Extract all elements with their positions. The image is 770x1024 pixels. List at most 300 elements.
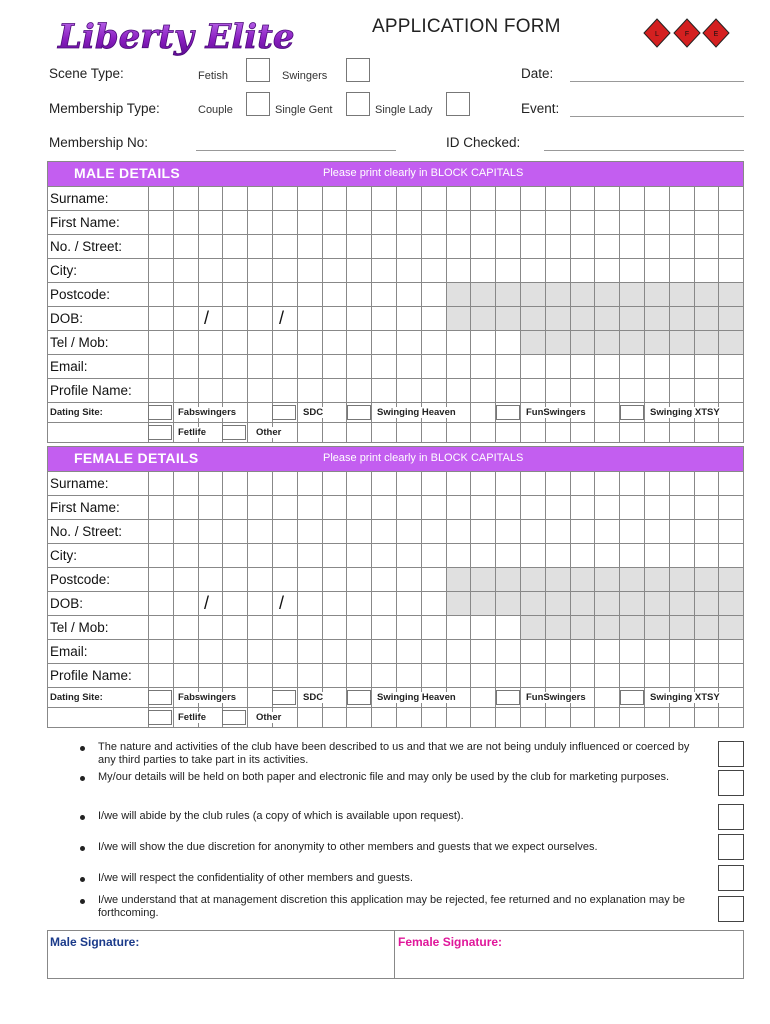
character-cell[interactable]	[570, 355, 595, 378]
character-cell[interactable]	[470, 544, 495, 567]
character-cell[interactable]	[718, 355, 743, 378]
character-cell[interactable]	[594, 283, 619, 306]
character-cell[interactable]	[644, 640, 669, 663]
character-cell[interactable]	[322, 640, 347, 663]
character-cell[interactable]	[718, 544, 743, 567]
character-cell[interactable]	[173, 379, 198, 402]
character-cell[interactable]	[148, 235, 173, 258]
character-cell[interactable]	[148, 544, 173, 567]
character-cell[interactable]	[173, 520, 198, 543]
character-cell[interactable]	[570, 592, 595, 615]
character-cell[interactable]	[594, 664, 619, 687]
character-cell[interactable]	[545, 307, 570, 330]
character-cell[interactable]	[297, 235, 322, 258]
character-cell[interactable]	[644, 544, 669, 567]
character-cell[interactable]	[346, 259, 371, 282]
character-cell[interactable]	[247, 259, 272, 282]
character-cell[interactable]	[718, 592, 743, 615]
character-cell[interactable]	[545, 259, 570, 282]
character-cell[interactable]	[322, 520, 347, 543]
character-cell[interactable]	[297, 283, 322, 306]
character-cell[interactable]	[421, 283, 446, 306]
character-cell[interactable]	[594, 544, 619, 567]
character-cell[interactable]	[446, 283, 471, 306]
character-cell[interactable]	[346, 283, 371, 306]
character-cell[interactable]	[371, 544, 396, 567]
character-cell[interactable]	[272, 211, 297, 234]
character-cell[interactable]	[669, 640, 694, 663]
character-cell[interactable]	[272, 640, 297, 663]
character-cell[interactable]	[371, 472, 396, 495]
character-cell[interactable]	[297, 379, 322, 402]
character-cell[interactable]	[346, 592, 371, 615]
character-cell[interactable]	[545, 211, 570, 234]
character-cell[interactable]	[718, 640, 743, 663]
dating-site-checkbox[interactable]	[148, 405, 172, 420]
character-cell[interactable]	[297, 472, 322, 495]
character-cell[interactable]	[247, 355, 272, 378]
character-cell[interactable]	[247, 379, 272, 402]
character-cell[interactable]	[222, 640, 247, 663]
character-cell[interactable]	[718, 307, 743, 330]
character-cell[interactable]	[322, 664, 347, 687]
character-cell[interactable]	[495, 187, 520, 210]
character-cell[interactable]	[322, 331, 347, 354]
character-cell[interactable]	[173, 259, 198, 282]
character-cell[interactable]	[694, 211, 719, 234]
character-cell[interactable]	[173, 592, 198, 615]
character-cell[interactable]	[446, 355, 471, 378]
character-cell[interactable]	[594, 307, 619, 330]
character-cell[interactable]	[644, 307, 669, 330]
character-cell[interactable]	[446, 664, 471, 687]
character-cell[interactable]	[520, 496, 545, 519]
character-cell[interactable]	[173, 187, 198, 210]
character-cell[interactable]	[272, 187, 297, 210]
character-cell[interactable]	[520, 355, 545, 378]
character-cell[interactable]	[470, 211, 495, 234]
character-cell[interactable]	[371, 496, 396, 519]
character-cell[interactable]	[148, 568, 173, 591]
character-cell[interactable]	[222, 520, 247, 543]
character-cell[interactable]	[495, 307, 520, 330]
character-cell[interactable]	[718, 211, 743, 234]
character-cell[interactable]	[148, 592, 173, 615]
character-cell[interactable]	[272, 544, 297, 567]
character-cell[interactable]	[198, 283, 223, 306]
character-cell[interactable]	[520, 211, 545, 234]
character-cell[interactable]	[173, 496, 198, 519]
dating-site-checkbox[interactable]	[148, 425, 172, 440]
date-field[interactable]	[570, 81, 744, 82]
character-cell[interactable]	[694, 664, 719, 687]
character-cell[interactable]	[346, 379, 371, 402]
character-cell[interactable]	[421, 496, 446, 519]
character-cell[interactable]	[396, 235, 421, 258]
character-cell[interactable]	[669, 520, 694, 543]
character-cell[interactable]	[247, 307, 272, 330]
character-cell[interactable]	[520, 520, 545, 543]
character-cell[interactable]	[222, 664, 247, 687]
dating-site-checkbox[interactable]	[620, 405, 644, 420]
character-cell[interactable]	[644, 187, 669, 210]
character-cell[interactable]	[470, 472, 495, 495]
character-cell[interactable]	[247, 235, 272, 258]
character-cell[interactable]	[594, 592, 619, 615]
character-cell[interactable]	[297, 331, 322, 354]
character-cell[interactable]	[446, 187, 471, 210]
character-cell[interactable]	[297, 187, 322, 210]
character-cell[interactable]	[446, 379, 471, 402]
character-cell[interactable]	[495, 259, 520, 282]
character-cell[interactable]	[644, 520, 669, 543]
character-cell[interactable]	[470, 568, 495, 591]
character-cell[interactable]	[371, 592, 396, 615]
character-cell[interactable]	[495, 331, 520, 354]
character-cell[interactable]	[545, 496, 570, 519]
character-cell[interactable]	[247, 472, 272, 495]
character-cell[interactable]	[297, 664, 322, 687]
character-cell[interactable]	[495, 544, 520, 567]
character-cell[interactable]	[619, 259, 644, 282]
character-cell[interactable]	[594, 235, 619, 258]
character-cell[interactable]	[470, 592, 495, 615]
character-cell[interactable]	[421, 544, 446, 567]
character-cell[interactable]	[694, 379, 719, 402]
character-cell[interactable]	[669, 235, 694, 258]
character-cell[interactable]	[396, 211, 421, 234]
character-cell[interactable]	[446, 331, 471, 354]
character-cell[interactable]	[396, 472, 421, 495]
character-cell[interactable]	[396, 616, 421, 639]
character-cell[interactable]	[545, 331, 570, 354]
character-cell[interactable]	[222, 211, 247, 234]
character-cell[interactable]	[669, 211, 694, 234]
term-agree-checkbox[interactable]	[718, 896, 744, 922]
character-cell[interactable]	[346, 664, 371, 687]
character-cell[interactable]	[297, 592, 322, 615]
character-cell[interactable]	[247, 616, 272, 639]
character-cell[interactable]	[272, 496, 297, 519]
character-cell[interactable]	[371, 283, 396, 306]
dating-site-checkbox[interactable]	[272, 690, 296, 705]
character-cell[interactable]	[198, 472, 223, 495]
character-cell[interactable]	[495, 283, 520, 306]
character-cell[interactable]	[173, 568, 198, 591]
character-cell[interactable]	[644, 331, 669, 354]
character-cell[interactable]	[669, 283, 694, 306]
character-cell[interactable]	[446, 568, 471, 591]
character-cell[interactable]	[619, 211, 644, 234]
character-cell[interactable]	[520, 187, 545, 210]
character-cell[interactable]	[297, 211, 322, 234]
character-cell[interactable]	[619, 379, 644, 402]
character-cell[interactable]	[694, 616, 719, 639]
character-cell[interactable]	[346, 544, 371, 567]
character-cell[interactable]	[297, 568, 322, 591]
character-cell[interactable]	[421, 592, 446, 615]
character-cell[interactable]	[198, 592, 223, 615]
dating-site-checkbox[interactable]	[496, 405, 520, 420]
character-cell[interactable]	[198, 568, 223, 591]
character-cell[interactable]	[594, 259, 619, 282]
character-cell[interactable]	[322, 472, 347, 495]
character-cell[interactable]	[619, 496, 644, 519]
character-cell[interactable]	[247, 331, 272, 354]
character-cell[interactable]	[619, 520, 644, 543]
character-cell[interactable]	[619, 592, 644, 615]
character-cell[interactable]	[346, 355, 371, 378]
character-cell[interactable]	[222, 307, 247, 330]
character-cell[interactable]	[421, 520, 446, 543]
character-cell[interactable]	[173, 307, 198, 330]
character-cell[interactable]	[198, 520, 223, 543]
character-cell[interactable]	[694, 472, 719, 495]
character-cell[interactable]	[669, 355, 694, 378]
character-cell[interactable]	[148, 355, 173, 378]
character-cell[interactable]	[297, 496, 322, 519]
character-cell[interactable]	[148, 520, 173, 543]
character-cell[interactable]	[297, 544, 322, 567]
character-cell[interactable]	[619, 331, 644, 354]
character-cell[interactable]	[570, 568, 595, 591]
term-agree-checkbox[interactable]	[718, 741, 744, 767]
character-cell[interactable]	[545, 235, 570, 258]
character-cell[interactable]	[545, 355, 570, 378]
character-cell[interactable]	[148, 331, 173, 354]
character-cell[interactable]	[247, 544, 272, 567]
character-cell[interactable]	[173, 664, 198, 687]
character-cell[interactable]	[198, 355, 223, 378]
character-cell[interactable]	[322, 592, 347, 615]
character-cell[interactable]	[644, 283, 669, 306]
character-cell[interactable]	[346, 472, 371, 495]
character-cell[interactable]	[222, 235, 247, 258]
character-cell[interactable]	[718, 568, 743, 591]
character-cell[interactable]	[694, 307, 719, 330]
character-cell[interactable]	[694, 640, 719, 663]
character-cell[interactable]	[669, 187, 694, 210]
character-cell[interactable]	[644, 496, 669, 519]
character-cell[interactable]	[173, 355, 198, 378]
membership-single-gent-checkbox[interactable]	[346, 92, 370, 116]
character-cell[interactable]	[594, 472, 619, 495]
character-cell[interactable]	[346, 211, 371, 234]
character-cell[interactable]	[619, 283, 644, 306]
character-cell[interactable]	[470, 520, 495, 543]
character-cell[interactable]	[396, 520, 421, 543]
character-cell[interactable]	[694, 331, 719, 354]
character-cell[interactable]	[371, 379, 396, 402]
character-cell[interactable]	[148, 664, 173, 687]
character-cell[interactable]	[644, 568, 669, 591]
character-cell[interactable]	[545, 520, 570, 543]
character-cell[interactable]	[346, 496, 371, 519]
character-cell[interactable]	[322, 544, 347, 567]
character-cell[interactable]	[570, 496, 595, 519]
character-cell[interactable]	[594, 331, 619, 354]
character-cell[interactable]	[718, 331, 743, 354]
character-cell[interactable]	[396, 355, 421, 378]
character-cell[interactable]	[495, 520, 520, 543]
character-cell[interactable]	[222, 568, 247, 591]
character-cell[interactable]	[545, 379, 570, 402]
character-cell[interactable]	[520, 283, 545, 306]
character-cell[interactable]	[222, 544, 247, 567]
character-cell[interactable]	[247, 664, 272, 687]
character-cell[interactable]	[222, 616, 247, 639]
character-cell[interactable]	[222, 283, 247, 306]
character-cell[interactable]	[594, 379, 619, 402]
character-cell[interactable]	[421, 235, 446, 258]
character-cell[interactable]	[495, 640, 520, 663]
character-cell[interactable]	[495, 379, 520, 402]
character-cell[interactable]	[570, 472, 595, 495]
character-cell[interactable]	[272, 592, 297, 615]
character-cell[interactable]	[446, 307, 471, 330]
character-cell[interactable]	[619, 616, 644, 639]
character-cell[interactable]	[570, 616, 595, 639]
character-cell[interactable]	[495, 472, 520, 495]
character-cell[interactable]	[520, 331, 545, 354]
dating-site-checkbox[interactable]	[148, 690, 172, 705]
character-cell[interactable]	[198, 235, 223, 258]
character-cell[interactable]	[222, 331, 247, 354]
character-cell[interactable]	[669, 616, 694, 639]
character-cell[interactable]	[495, 496, 520, 519]
character-cell[interactable]	[322, 496, 347, 519]
character-cell[interactable]	[396, 640, 421, 663]
character-cell[interactable]	[470, 640, 495, 663]
character-cell[interactable]	[396, 544, 421, 567]
character-cell[interactable]	[421, 331, 446, 354]
character-cell[interactable]	[619, 307, 644, 330]
character-cell[interactable]	[570, 187, 595, 210]
character-cell[interactable]	[594, 520, 619, 543]
character-cell[interactable]	[545, 472, 570, 495]
character-cell[interactable]	[148, 259, 173, 282]
id-checked-field[interactable]	[544, 150, 744, 151]
character-cell[interactable]	[669, 472, 694, 495]
character-cell[interactable]	[446, 235, 471, 258]
character-cell[interactable]	[371, 520, 396, 543]
character-cell[interactable]	[421, 616, 446, 639]
character-cell[interactable]	[371, 259, 396, 282]
dating-site-checkbox[interactable]	[496, 690, 520, 705]
character-cell[interactable]	[198, 616, 223, 639]
dating-site-checkbox[interactable]	[222, 425, 246, 440]
character-cell[interactable]	[694, 592, 719, 615]
character-cell[interactable]	[421, 307, 446, 330]
character-cell[interactable]	[371, 307, 396, 330]
character-cell[interactable]	[173, 331, 198, 354]
character-cell[interactable]	[148, 307, 173, 330]
character-cell[interactable]	[446, 520, 471, 543]
character-cell[interactable]	[470, 664, 495, 687]
character-cell[interactable]	[272, 259, 297, 282]
character-cell[interactable]	[198, 496, 223, 519]
character-cell[interactable]	[173, 616, 198, 639]
character-cell[interactable]	[272, 520, 297, 543]
dating-site-checkbox[interactable]	[347, 405, 371, 420]
character-cell[interactable]	[520, 235, 545, 258]
character-cell[interactable]	[644, 259, 669, 282]
character-cell[interactable]	[371, 355, 396, 378]
character-cell[interactable]	[619, 187, 644, 210]
character-cell[interactable]	[371, 235, 396, 258]
character-cell[interactable]	[421, 568, 446, 591]
character-cell[interactable]	[322, 568, 347, 591]
character-cell[interactable]	[718, 664, 743, 687]
character-cell[interactable]	[396, 496, 421, 519]
character-cell[interactable]	[247, 640, 272, 663]
character-cell[interactable]	[669, 568, 694, 591]
membership-couple-checkbox[interactable]	[246, 92, 270, 116]
character-cell[interactable]	[644, 616, 669, 639]
character-cell[interactable]	[619, 355, 644, 378]
character-cell[interactable]	[322, 616, 347, 639]
character-cell[interactable]	[346, 235, 371, 258]
character-cell[interactable]	[396, 259, 421, 282]
character-cell[interactable]	[594, 355, 619, 378]
term-agree-checkbox[interactable]	[718, 834, 744, 860]
character-cell[interactable]	[718, 496, 743, 519]
character-cell[interactable]	[446, 640, 471, 663]
character-cell[interactable]	[446, 259, 471, 282]
character-cell[interactable]	[644, 664, 669, 687]
dating-site-checkbox[interactable]	[148, 710, 172, 725]
character-cell[interactable]	[148, 283, 173, 306]
character-cell[interactable]	[322, 307, 347, 330]
character-cell[interactable]	[247, 496, 272, 519]
character-cell[interactable]	[297, 520, 322, 543]
character-cell[interactable]	[371, 568, 396, 591]
character-cell[interactable]	[718, 616, 743, 639]
character-cell[interactable]	[545, 568, 570, 591]
character-cell[interactable]	[694, 187, 719, 210]
character-cell[interactable]	[669, 496, 694, 519]
character-cell[interactable]	[272, 616, 297, 639]
character-cell[interactable]	[619, 544, 644, 567]
character-cell[interactable]	[322, 355, 347, 378]
character-cell[interactable]	[148, 379, 173, 402]
character-cell[interactable]	[446, 544, 471, 567]
character-cell[interactable]	[198, 331, 223, 354]
character-cell[interactable]	[446, 496, 471, 519]
scene-swingers-checkbox[interactable]	[346, 58, 370, 82]
dating-site-checkbox[interactable]	[222, 710, 246, 725]
character-cell[interactable]	[718, 235, 743, 258]
character-cell[interactable]	[247, 283, 272, 306]
character-cell[interactable]	[173, 235, 198, 258]
character-cell[interactable]	[644, 235, 669, 258]
character-cell[interactable]	[470, 616, 495, 639]
character-cell[interactable]	[371, 616, 396, 639]
character-cell[interactable]	[396, 283, 421, 306]
character-cell[interactable]	[545, 640, 570, 663]
character-cell[interactable]	[520, 592, 545, 615]
character-cell[interactable]	[594, 211, 619, 234]
character-cell[interactable]	[247, 187, 272, 210]
character-cell[interactable]	[421, 187, 446, 210]
character-cell[interactable]	[669, 259, 694, 282]
character-cell[interactable]	[520, 379, 545, 402]
character-cell[interactable]	[545, 664, 570, 687]
character-cell[interactable]	[396, 307, 421, 330]
character-cell[interactable]	[644, 472, 669, 495]
term-agree-checkbox[interactable]	[718, 770, 744, 796]
character-cell[interactable]	[371, 640, 396, 663]
